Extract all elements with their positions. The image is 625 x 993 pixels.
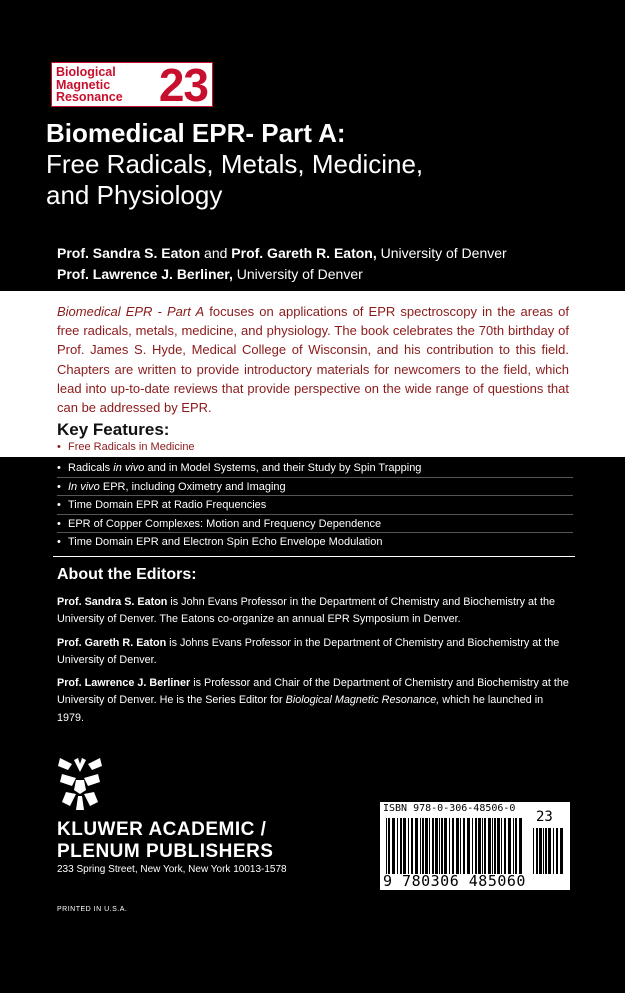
key-features-title: Key Features: bbox=[57, 420, 170, 439]
barcode-bar bbox=[515, 818, 517, 874]
barcode-bar bbox=[439, 818, 440, 874]
barcode-bar bbox=[415, 818, 418, 874]
editor-text: is John Evans Professor in the Department of Chemistry and Biochemistry at the University of Denver. The Eatons co-organize an annual EPR Symposium in Denver. bbox=[57, 596, 556, 626]
barcode-bar bbox=[456, 818, 459, 874]
series-number: 23 bbox=[158, 59, 208, 111]
barcode-bar bbox=[560, 828, 563, 874]
barcode-bar bbox=[548, 828, 551, 874]
barcode-bar bbox=[400, 818, 402, 874]
barcode-bar bbox=[504, 818, 506, 874]
barcode-bar bbox=[484, 818, 486, 874]
editor-bio bbox=[57, 594, 571, 629]
series-name-line: Biological bbox=[56, 65, 116, 79]
author-name: Prof. Lawrence J. Berliner, bbox=[57, 266, 233, 282]
author-name: Prof. Gareth R. Eaton, bbox=[231, 245, 377, 261]
barcode-bars-icon bbox=[386, 818, 526, 874]
subtitle-line: Free Radicals, Metals, Medicine, bbox=[46, 149, 424, 179]
editor-name: Prof. Sandra S. Eaton bbox=[57, 596, 168, 608]
feature-item bbox=[57, 515, 573, 534]
publisher-name bbox=[57, 819, 273, 863]
author-affiliation: University of Denver bbox=[232, 266, 363, 282]
author-name: Prof. Sandra S. Eaton bbox=[57, 245, 201, 261]
barcode-bar bbox=[545, 828, 547, 874]
bullet-icon: • bbox=[57, 499, 61, 512]
editor-bio bbox=[57, 675, 571, 727]
about-editors-title: About the Editors: bbox=[57, 566, 197, 583]
author-line bbox=[57, 243, 507, 264]
bullet-icon: • bbox=[57, 536, 61, 549]
barcode-bar bbox=[519, 818, 522, 874]
isbn-barcode bbox=[380, 802, 570, 890]
addon-barcode-bars-icon bbox=[533, 828, 563, 874]
feature-item bbox=[57, 478, 573, 497]
authors bbox=[57, 243, 507, 285]
barcode-bar bbox=[478, 818, 481, 874]
feature-item bbox=[57, 459, 573, 478]
barcode-bar bbox=[449, 818, 450, 874]
feature-text: Time Domain EPR and Electron Spin Echo Envelope Modulation bbox=[68, 536, 383, 549]
book-description bbox=[57, 302, 569, 417]
barcode-bar bbox=[441, 818, 443, 874]
editor-text: is Professor and Chair of the Department of Chemistry and Biochemistry at the University of Denver. He is the Series Editor for bbox=[57, 677, 569, 707]
barcode-bar bbox=[386, 818, 387, 874]
barcode-bar bbox=[533, 828, 534, 874]
subtitle-line: and Physiology bbox=[46, 180, 223, 210]
barcode-bar bbox=[508, 818, 511, 874]
barcode-bar bbox=[492, 818, 493, 874]
editor-text: is Johns Evans Professor in the Department of Chemistry and Biochemistry at the University of Denver. bbox=[57, 636, 560, 666]
barcode-bar bbox=[432, 818, 434, 874]
feature-item bbox=[57, 441, 195, 453]
publisher-address: 233 Spring Street, New York, New York 10013-1578 bbox=[57, 864, 287, 875]
barcode-bar bbox=[435, 818, 438, 874]
publisher-name-line: KLUWER ACADEMIC / bbox=[57, 819, 267, 840]
feature-text: EPR of Copper Complexes: Motion and Frequency Dependence bbox=[68, 517, 382, 530]
series-title-italic: Biological Magnetic Resonance, bbox=[285, 694, 440, 707]
author-affiliation: University of Denver bbox=[376, 245, 507, 261]
author-conjunction: and bbox=[200, 245, 232, 261]
barcode-bar bbox=[482, 818, 483, 874]
bullet-icon: • bbox=[57, 480, 61, 493]
printed-in: PRINTED IN U.S.A. bbox=[57, 906, 128, 913]
series-name-line: Magnetic bbox=[56, 77, 111, 92]
series-name bbox=[56, 66, 123, 104]
kluwer-logo-icon bbox=[56, 756, 104, 810]
divider bbox=[53, 556, 575, 557]
barcode-bar bbox=[494, 818, 496, 874]
description-body: focuses on applications of EPR spectroscopy in the areas of free radicals, metals, medicine, and physiology. The book celebrates the 70th birthday of Prof. James S. Hyde, Medical College of Wisconsin, and his contribution to this field. Chapters are written to provide introductory materials for newcomers to the field, which lead into up-to-date reviews that provide perspective on the wide range of questions that can be addressed by EPR. bbox=[57, 304, 570, 416]
barcode-bar bbox=[472, 818, 473, 874]
barcode-bar bbox=[420, 818, 421, 874]
editor-bio bbox=[57, 635, 571, 670]
barcode-bar bbox=[553, 828, 554, 874]
barcode-bar bbox=[475, 818, 477, 874]
barcode-bar bbox=[501, 818, 502, 874]
barcode-bar bbox=[488, 818, 491, 874]
bullet-icon: • bbox=[57, 517, 61, 530]
barcode-bar bbox=[422, 818, 424, 874]
title-line: Biomedical EPR- Part A: bbox=[46, 118, 346, 148]
book-title bbox=[46, 118, 423, 211]
feature-text: Radicals in vivo and in Model Systems, and their Study by Spin Trapping bbox=[68, 462, 422, 474]
barcode-bar bbox=[536, 828, 538, 874]
barcode-bar bbox=[452, 818, 454, 874]
barcode-bar bbox=[539, 828, 542, 874]
barcode-bar bbox=[408, 818, 409, 874]
editor-name: Prof. Gareth R. Eaton bbox=[57, 636, 167, 649]
publisher-name-line: PLENUM PUBLISHERS bbox=[57, 841, 274, 862]
key-features-list bbox=[57, 459, 573, 552]
barcode-bar bbox=[556, 828, 558, 874]
barcode-bar bbox=[429, 818, 430, 874]
barcode-bar bbox=[497, 818, 500, 874]
feature-text: In vivo EPR, including Oximetry and Imaging bbox=[68, 480, 286, 493]
series-badge bbox=[51, 59, 213, 111]
barcode-bar bbox=[444, 818, 447, 874]
feature-item bbox=[57, 533, 573, 552]
barcode-bar bbox=[392, 818, 395, 874]
barcode-bar bbox=[411, 818, 413, 874]
barcode-bar bbox=[403, 818, 406, 874]
feature-item bbox=[57, 496, 573, 515]
author-line bbox=[57, 264, 507, 285]
barcode-bar bbox=[543, 828, 544, 874]
bullet-icon: • bbox=[57, 441, 61, 453]
isbn-text: ISBN 978-0-306-48506-0 bbox=[383, 803, 516, 814]
bullet-icon: • bbox=[57, 462, 61, 474]
barcode-bar bbox=[463, 818, 465, 874]
series-name-line: Resonance bbox=[56, 90, 123, 105]
feature-text: Free Radicals in Medicine bbox=[68, 441, 195, 453]
barcode-bar bbox=[513, 818, 514, 874]
editor-name: Prof. Lawrence J. Berliner bbox=[57, 677, 191, 690]
barcode-bar bbox=[388, 818, 390, 874]
barcode-bar bbox=[460, 818, 461, 874]
ean-number: 9 780306 485060 bbox=[383, 872, 526, 890]
barcode-bar bbox=[397, 818, 398, 874]
editors-bios bbox=[57, 594, 571, 733]
barcode-bar bbox=[425, 818, 428, 874]
description-lead: Biomedical EPR - Part A bbox=[57, 304, 205, 319]
editor-text: which he launched in 1979. bbox=[57, 694, 544, 724]
addon-number: 23 bbox=[536, 809, 553, 825]
feature-text: Time Domain EPR at Radio Frequencies bbox=[68, 499, 267, 512]
barcode-bar bbox=[467, 818, 470, 874]
